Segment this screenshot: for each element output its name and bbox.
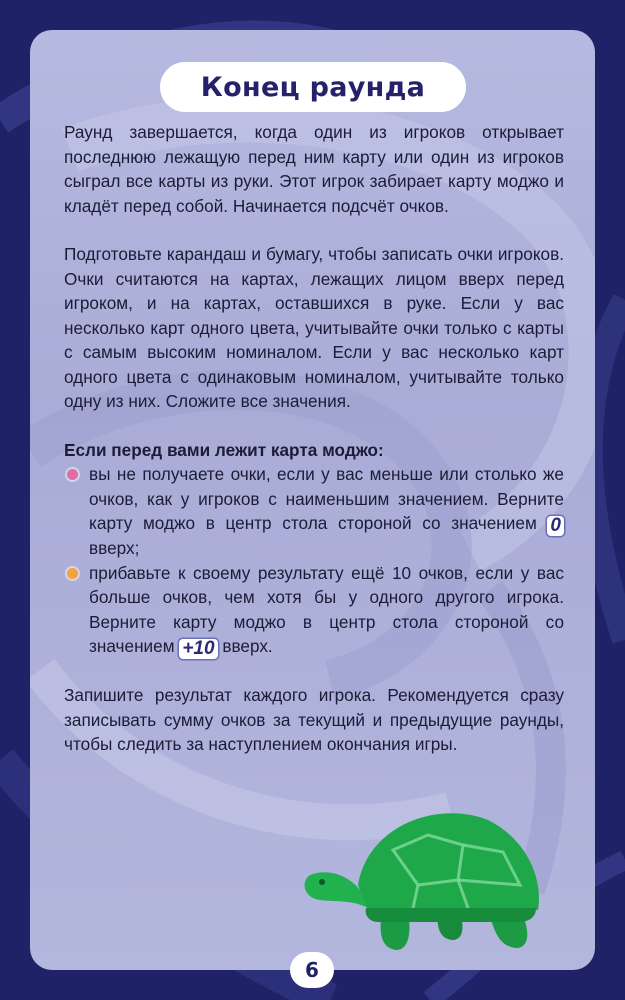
pink-bullet-icon <box>67 469 78 480</box>
paragraph-record-score: Запишите результат каждого игрока. Рекомендуется сразу записывать сумму очков за текущий и предыдущие раунды, чтобы следить за наступлением окончания игры. <box>64 685 564 754</box>
mojo-zero-badge: 0 <box>547 516 564 536</box>
page-title: Конец раунда <box>200 71 426 103</box>
mojo-plus-ten-badge: +10 <box>179 639 217 659</box>
rules-text <box>64 120 564 757</box>
paragraph-round-end: Раунд завершается, когда один из игроков открывает последнюю лежащую перед ним карту или один из игроков сыграл все карты из руки. Этот игрок забирает карту моджо и кладёт перед собой. Начинается подсчёт очков. <box>64 122 564 216</box>
bullet-text: вы не получаете очки, если у вас меньше или столько же очков, как у игроков с наименьшим значением. Верните карту моджо в центр стола стороной со значением <box>89 464 564 533</box>
turtle-illustration <box>298 790 548 960</box>
bullet-text: прибавьте к своему результату ещё 10 очков, если у вас больше очков, чем хотя бы у одного другого игрока. Верните карту моджо в центр стола стороной со значением <box>89 562 564 656</box>
title-banner <box>160 62 466 112</box>
rules-card <box>30 30 595 970</box>
mojo-bullet-list <box>64 462 564 659</box>
list-item <box>64 462 564 561</box>
list-item <box>64 561 564 660</box>
page-number: 6 <box>290 952 334 988</box>
bullet-text-end: вверх; <box>89 538 140 558</box>
bullet-text-end: вверх. <box>222 636 273 656</box>
mojo-subheading: Если перед вами лежит карта моджо: <box>64 439 384 460</box>
orange-bullet-icon <box>67 568 78 579</box>
paragraph-scoring: Подготовьте карандаш и бумагу, чтобы записать очки игроков. Очки считаются на картах, лежащих лицом вверх перед игроком, и на картах, оставшихся в руке. Если у вас несколько карт одного цвета, учитывайте очки только с карты с самым высоким номиналом. Если у вас несколько карт одного цвета с одинаковым номиналом, учитывайте только одну из них. Сложите все значения. <box>64 244 564 411</box>
